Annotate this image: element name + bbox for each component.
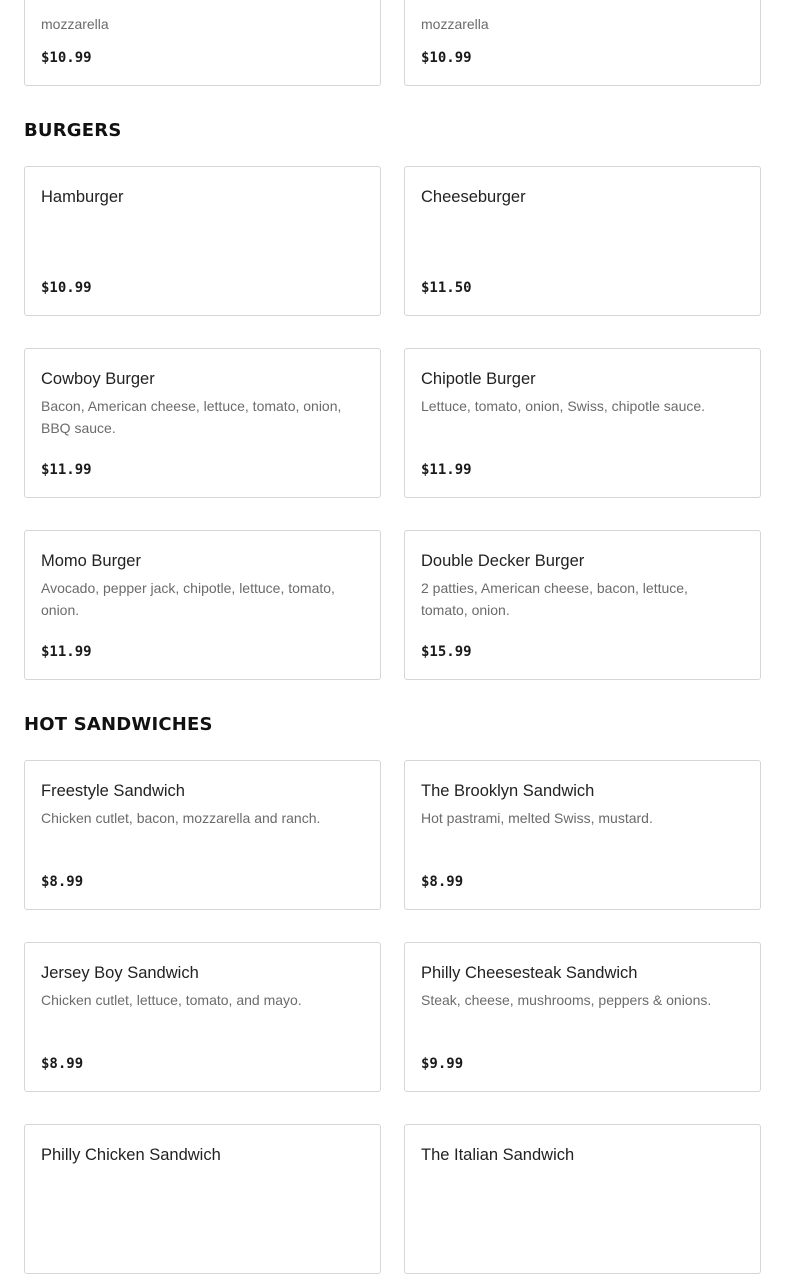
section-burgers xyxy=(24,116,761,680)
menu-item-card[interactable] xyxy=(24,760,381,910)
menu-item-card[interactable] xyxy=(24,166,381,316)
menu-item-name: Momo Burger xyxy=(41,552,141,570)
menu-item-name: The Italian Sandwich xyxy=(421,1146,575,1164)
menu-item-price: $10.99 xyxy=(421,50,472,66)
menu-page xyxy=(24,0,761,1274)
menu-item-description: 2 patties, American cheese, bacon, lettuce, tomato, onion. xyxy=(421,580,688,618)
menu-item-card[interactable] xyxy=(404,348,761,498)
menu-item-price: $8.99 xyxy=(41,1056,84,1072)
menu-item-description: Hot pastrami, melted Swiss, mustard. xyxy=(421,810,653,826)
menu-item-name: Freestyle Sandwich xyxy=(41,782,185,800)
menu-item-price: $10.99 xyxy=(41,280,92,296)
menu-item-card[interactable] xyxy=(404,942,761,1092)
menu-item-card[interactable] xyxy=(404,530,761,680)
menu-item-name: Cheeseburger xyxy=(421,188,526,206)
menu-item-card[interactable] xyxy=(404,1124,761,1274)
previous-section-grid xyxy=(24,0,761,86)
menu-item-description: Avocado, pepper jack, chipotle, lettuce, tomato, onion. xyxy=(41,580,335,618)
menu-item-card[interactable] xyxy=(24,348,381,498)
menu-item-card[interactable] xyxy=(24,0,381,86)
menu-item-price: $9.99 xyxy=(421,1056,464,1072)
menu-item-price: $11.50 xyxy=(421,280,472,296)
menu-grid xyxy=(24,166,761,680)
section-title: HOT SANDWICHES xyxy=(24,714,213,735)
section-hot-sandwiches xyxy=(24,710,761,1274)
menu-item-description: mozzarella xyxy=(421,16,489,32)
menu-item-card[interactable] xyxy=(404,166,761,316)
section-title: BURGERS xyxy=(24,120,122,141)
menu-item-name: Philly Cheesesteak Sandwich xyxy=(421,964,638,982)
menu-item-description: Chicken cutlet, bacon, mozzarella and ranch. xyxy=(41,810,321,826)
menu-item-price: $15.99 xyxy=(421,644,472,660)
menu-item-description: Chicken cutlet, lettuce, tomato, and mayo. xyxy=(41,992,302,1008)
menu-item-name: Double Decker Burger xyxy=(421,552,585,570)
menu-item-name: Chipotle Burger xyxy=(421,370,536,388)
menu-item-name: Cowboy Burger xyxy=(41,370,155,388)
menu-item-name: Philly Chicken Sandwich xyxy=(41,1146,221,1164)
menu-grid xyxy=(24,760,761,1274)
menu-item-description: Bacon, American cheese, lettuce, tomato, onion, BBQ sauce. xyxy=(41,398,342,436)
menu-item-price: $10.99 xyxy=(41,50,92,66)
menu-item-name: Jersey Boy Sandwich xyxy=(41,964,199,982)
menu-item-description: Steak, cheese, mushrooms, peppers & onions. xyxy=(421,992,712,1008)
menu-item-name: Hamburger xyxy=(41,188,124,206)
menu-item-description: mozzarella xyxy=(41,16,109,32)
menu-item-price: $8.99 xyxy=(421,874,464,890)
menu-item-card[interactable] xyxy=(404,0,761,86)
menu-item-card[interactable] xyxy=(24,530,381,680)
menu-item-price: $11.99 xyxy=(421,462,472,478)
menu-item-card[interactable] xyxy=(24,1124,381,1274)
menu-item-name: The Brooklyn Sandwich xyxy=(421,782,595,800)
menu-item-description: Lettuce, tomato, onion, Swiss, chipotle sauce. xyxy=(421,398,706,414)
menu-item-card[interactable] xyxy=(404,760,761,910)
menu-item-price: $8.99 xyxy=(41,874,84,890)
menu-item-price: $11.99 xyxy=(41,462,92,478)
menu-item-price: $11.99 xyxy=(41,644,92,660)
menu-item-card[interactable] xyxy=(24,942,381,1092)
